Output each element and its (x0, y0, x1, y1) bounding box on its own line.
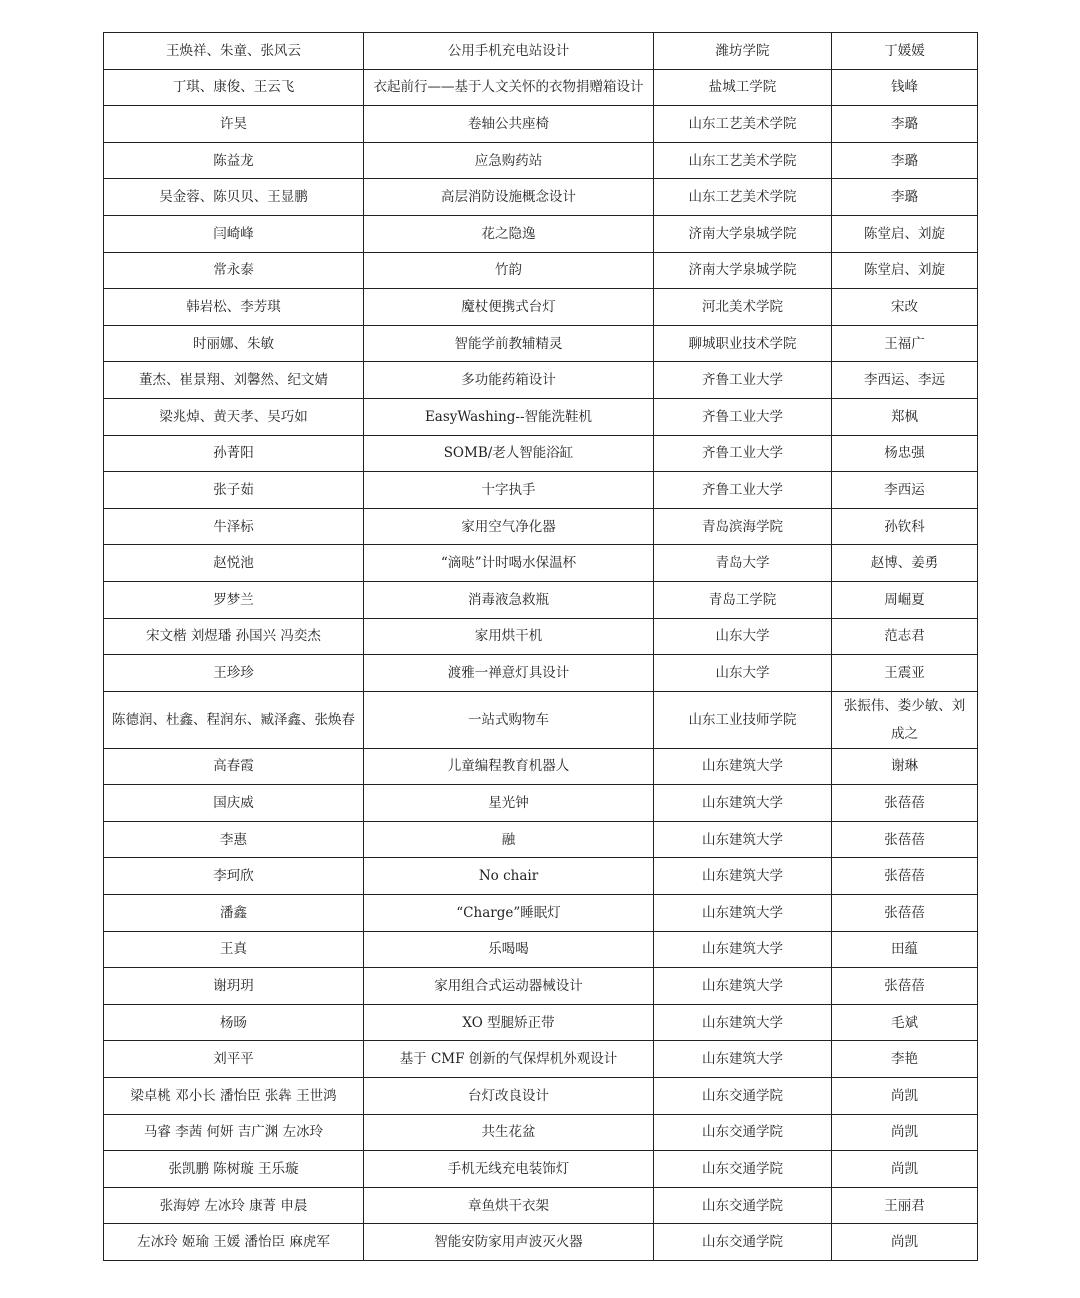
institution-cell: 山东建筑大学 (654, 748, 832, 785)
advisor-cell: 范志君 (832, 618, 978, 655)
advisor-cell: 陈堂启、刘旋 (832, 215, 978, 252)
team-members-cell: 王珍珍 (104, 655, 364, 692)
table-row (104, 931, 978, 968)
table-row (104, 748, 978, 785)
advisor-cell: 李西运 (832, 472, 978, 509)
project-name-cell: 竹韵 (364, 252, 654, 289)
institution-cell: 山东交通学院 (654, 1078, 832, 1115)
advisor-cell: 王福广 (832, 325, 978, 362)
project-name-cell: 消毒液急救瓶 (364, 581, 654, 618)
project-name-cell: EasyWashing--智能洗鞋机 (364, 398, 654, 435)
advisor-cell: 李璐 (832, 179, 978, 216)
team-members-cell: 罗梦兰 (104, 581, 364, 618)
table-row (104, 435, 978, 472)
team-members-cell: 李惠 (104, 821, 364, 858)
team-members-cell: 国庆威 (104, 785, 364, 822)
advisor-cell: 郑枫 (832, 398, 978, 435)
team-members-cell: 张海婷 左冰玲 康菁 申晨 (104, 1187, 364, 1224)
institution-cell: 山东工艺美术学院 (654, 179, 832, 216)
team-members-cell: 常永泰 (104, 252, 364, 289)
advisor-cell: 尚凯 (832, 1114, 978, 1151)
table-row (104, 325, 978, 362)
team-members-cell: 牛泽标 (104, 508, 364, 545)
institution-cell: 山东工艺美术学院 (654, 106, 832, 143)
project-name-cell: 一站式购物车 (364, 691, 654, 748)
table-row (104, 472, 978, 509)
project-name-cell: 多功能药箱设计 (364, 362, 654, 399)
table-row (104, 215, 978, 252)
advisor-cell: 尚凯 (832, 1151, 978, 1188)
project-name-cell: 渡雅一禅意灯具设计 (364, 655, 654, 692)
team-members-cell: 丁琪、康俊、王云飞 (104, 69, 364, 106)
team-members-cell: 赵悦池 (104, 545, 364, 582)
table-row (104, 1004, 978, 1041)
advisor-cell: 陈堂启、刘旋 (832, 252, 978, 289)
table-row (104, 362, 978, 399)
team-members-cell: 左冰玲 姬瑜 王媛 潘怡臣 麻虎军 (104, 1224, 364, 1261)
project-name-cell: No chair (364, 858, 654, 895)
advisor-cell: 张蓓蓓 (832, 968, 978, 1005)
team-members-cell: 王真 (104, 931, 364, 968)
table-row (104, 968, 978, 1005)
institution-cell: 山东工业技师学院 (654, 691, 832, 748)
table-row (104, 618, 978, 655)
table-row (104, 821, 978, 858)
awards-table-body (104, 33, 978, 1261)
table-row (104, 691, 978, 748)
table-row (104, 33, 978, 70)
institution-cell: 济南大学泉城学院 (654, 252, 832, 289)
project-name-cell: SOMB/老人智能浴缸 (364, 435, 654, 472)
institution-cell: 山东交通学院 (654, 1187, 832, 1224)
advisor-cell: 宋改 (832, 289, 978, 326)
advisor-cell: 赵博、姜勇 (832, 545, 978, 582)
advisor-cell: 田蕴 (832, 931, 978, 968)
institution-cell: 山东交通学院 (654, 1114, 832, 1151)
advisor-cell: 周崛夏 (832, 581, 978, 618)
institution-cell: 山东建筑大学 (654, 895, 832, 932)
advisor-cell: 李艳 (832, 1041, 978, 1078)
project-name-cell: 应急购药站 (364, 142, 654, 179)
project-name-cell: 基于 CMF 创新的气保焊机外观设计 (364, 1041, 654, 1078)
table-row (104, 858, 978, 895)
institution-cell: 山东交通学院 (654, 1224, 832, 1261)
project-name-cell: 章鱼烘干衣架 (364, 1187, 654, 1224)
institution-cell: 山东建筑大学 (654, 968, 832, 1005)
project-name-cell: 家用烘干机 (364, 618, 654, 655)
advisor-cell: 尚凯 (832, 1078, 978, 1115)
team-members-cell: 孙菁阳 (104, 435, 364, 472)
advisor-cell: 钱峰 (832, 69, 978, 106)
institution-cell: 山东建筑大学 (654, 1004, 832, 1041)
awards-table (103, 32, 978, 1261)
project-name-cell: 智能安防家用声波灭火器 (364, 1224, 654, 1261)
institution-cell: 聊城职业技术学院 (654, 325, 832, 362)
team-members-cell: 陈德润、杜鑫、程润东、臧泽鑫、张焕春 (104, 691, 364, 748)
table-row (104, 581, 978, 618)
advisor-cell: 张振伟、娄少敏、刘成之 (832, 691, 978, 748)
advisor-cell: 张蓓蓓 (832, 895, 978, 932)
project-name-cell: 衣起前行——基于人文关怀的衣物捐赠箱设计 (364, 69, 654, 106)
team-members-cell: 梁卓桃 邓小长 潘怡臣 张犇 王世鸿 (104, 1078, 364, 1115)
team-members-cell: 张子茹 (104, 472, 364, 509)
table-row (104, 69, 978, 106)
advisor-cell: 杨忠强 (832, 435, 978, 472)
team-members-cell: 宋文楷 刘煜璠 孙国兴 冯奕杰 (104, 618, 364, 655)
team-members-cell: 马睿 李茜 何妍 吉广渊 左冰玲 (104, 1114, 364, 1151)
project-name-cell: “Charge”睡眠灯 (364, 895, 654, 932)
project-name-cell: 卷轴公共座椅 (364, 106, 654, 143)
institution-cell: 山东工艺美术学院 (654, 142, 832, 179)
team-members-cell: 许昊 (104, 106, 364, 143)
project-name-cell: “滴哒”计时喝水保温杯 (364, 545, 654, 582)
project-name-cell: 魔杖便携式台灯 (364, 289, 654, 326)
project-name-cell: 高层消防设施概念设计 (364, 179, 654, 216)
project-name-cell: 智能学前教辅精灵 (364, 325, 654, 362)
institution-cell: 山东建筑大学 (654, 821, 832, 858)
table-row (104, 785, 978, 822)
team-members-cell: 杨旸 (104, 1004, 364, 1041)
table-row (104, 1041, 978, 1078)
team-members-cell: 董杰、崔景翔、刘馨然、纪文婧 (104, 362, 364, 399)
project-name-cell: XO 型腿矫正带 (364, 1004, 654, 1041)
table-row (104, 398, 978, 435)
institution-cell: 齐鲁工业大学 (654, 398, 832, 435)
team-members-cell: 高春霞 (104, 748, 364, 785)
advisor-cell: 毛斌 (832, 1004, 978, 1041)
project-name-cell: 融 (364, 821, 654, 858)
advisor-cell: 尚凯 (832, 1224, 978, 1261)
team-members-cell: 张凯鹏 陈树璇 王乐璇 (104, 1151, 364, 1188)
team-members-cell: 刘平平 (104, 1041, 364, 1078)
team-members-cell: 梁兆焯、黄天孝、吴巧如 (104, 398, 364, 435)
institution-cell: 潍坊学院 (654, 33, 832, 70)
table-row (104, 179, 978, 216)
table-row (104, 1078, 978, 1115)
project-name-cell: 台灯改良设计 (364, 1078, 654, 1115)
project-name-cell: 花之隐逸 (364, 215, 654, 252)
advisor-cell: 张蓓蓓 (832, 858, 978, 895)
institution-cell: 盐城工学院 (654, 69, 832, 106)
institution-cell: 齐鲁工业大学 (654, 362, 832, 399)
institution-cell: 山东建筑大学 (654, 785, 832, 822)
advisor-cell: 张蓓蓓 (832, 785, 978, 822)
institution-cell: 山东大学 (654, 655, 832, 692)
institution-cell: 山东建筑大学 (654, 931, 832, 968)
table-row (104, 655, 978, 692)
team-members-cell: 陈益龙 (104, 142, 364, 179)
team-members-cell: 谢玥玥 (104, 968, 364, 1005)
institution-cell: 青岛工学院 (654, 581, 832, 618)
team-members-cell: 吴金蓉、陈贝贝、王显鹏 (104, 179, 364, 216)
institution-cell: 山东建筑大学 (654, 858, 832, 895)
table-row (104, 1151, 978, 1188)
team-members-cell: 王焕祥、朱童、张风云 (104, 33, 364, 70)
project-name-cell: 星光钟 (364, 785, 654, 822)
table-row (104, 1114, 978, 1151)
project-name-cell: 儿童编程教育机器人 (364, 748, 654, 785)
institution-cell: 山东建筑大学 (654, 1041, 832, 1078)
advisor-cell: 李璐 (832, 142, 978, 179)
table-row (104, 289, 978, 326)
table-row (104, 895, 978, 932)
project-name-cell: 公用手机充电站设计 (364, 33, 654, 70)
advisor-cell: 李西运、李远 (832, 362, 978, 399)
project-name-cell: 家用组合式运动器械设计 (364, 968, 654, 1005)
institution-cell: 齐鲁工业大学 (654, 435, 832, 472)
team-members-cell: 闫崎峰 (104, 215, 364, 252)
table-row (104, 142, 978, 179)
project-name-cell: 十字执手 (364, 472, 654, 509)
institution-cell: 济南大学泉城学院 (654, 215, 832, 252)
project-name-cell: 乐喝喝 (364, 931, 654, 968)
table-row (104, 508, 978, 545)
table-row (104, 1224, 978, 1261)
advisor-cell: 王震亚 (832, 655, 978, 692)
advisor-cell: 李璐 (832, 106, 978, 143)
project-name-cell: 手机无线充电装饰灯 (364, 1151, 654, 1188)
team-members-cell: 李珂欣 (104, 858, 364, 895)
table-row (104, 1187, 978, 1224)
advisor-cell: 王丽君 (832, 1187, 978, 1224)
team-members-cell: 潘鑫 (104, 895, 364, 932)
project-name-cell: 共生花盆 (364, 1114, 654, 1151)
institution-cell: 齐鲁工业大学 (654, 472, 832, 509)
institution-cell: 青岛大学 (654, 545, 832, 582)
institution-cell: 河北美术学院 (654, 289, 832, 326)
team-members-cell: 时丽娜、朱敏 (104, 325, 364, 362)
institution-cell: 山东交通学院 (654, 1151, 832, 1188)
team-members-cell: 韩岩松、李芳琪 (104, 289, 364, 326)
advisor-cell: 丁媛媛 (832, 33, 978, 70)
advisor-cell: 谢琳 (832, 748, 978, 785)
project-name-cell: 家用空气净化器 (364, 508, 654, 545)
institution-cell: 山东大学 (654, 618, 832, 655)
advisor-cell: 孙钦科 (832, 508, 978, 545)
advisor-cell: 张蓓蓓 (832, 821, 978, 858)
table-row (104, 545, 978, 582)
institution-cell: 青岛滨海学院 (654, 508, 832, 545)
table-row (104, 252, 978, 289)
table-row (104, 106, 978, 143)
